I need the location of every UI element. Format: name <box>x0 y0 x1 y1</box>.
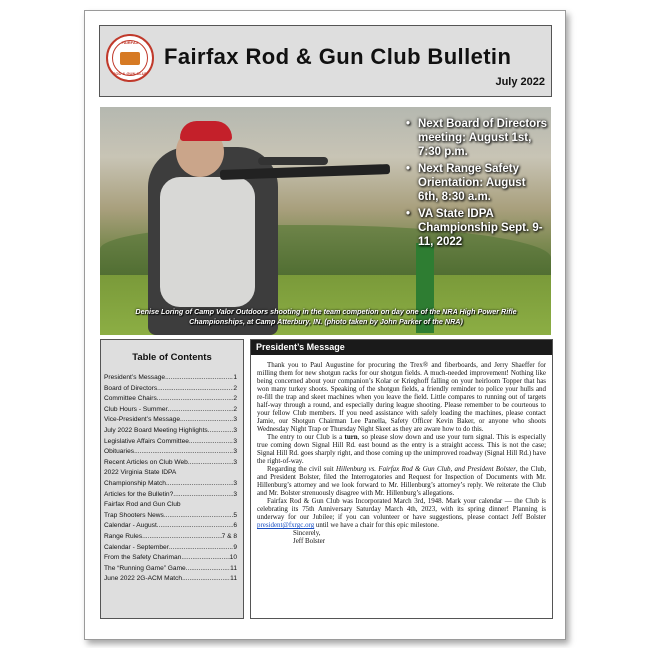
toc-item-label: Calendar - August <box>104 522 157 530</box>
toc-item <box>104 384 237 395</box>
toc-item <box>104 490 237 501</box>
toc-item <box>104 437 237 448</box>
toc-item <box>104 468 237 479</box>
presidents-message <box>250 339 553 619</box>
toc-leader-dots <box>181 553 229 564</box>
case-title: Hillenburg vs. Fairfax Rod & Gun Club, and President Bolster <box>336 465 516 473</box>
toc-item-page: 5 <box>233 511 237 519</box>
signature: Jeff Bolster <box>293 537 326 546</box>
toc-leader-dots <box>182 574 230 585</box>
toc-item-page: 3 <box>233 416 237 424</box>
toc-item-page: 3 <box>233 426 237 434</box>
president-email-link[interactable]: president@fxrgc.org <box>257 521 315 529</box>
toc-item-label: Committee Chairs <box>104 395 157 403</box>
toc-list <box>104 373 237 585</box>
seal-bottom-text: ROD & GUN CLUB <box>112 71 148 76</box>
toc-item-page: 11 <box>230 575 237 583</box>
toc-item <box>104 479 237 490</box>
toc-item-page: 3 <box>233 490 237 498</box>
callout-item: • VA State IDPA Championship Sept. 9-11, 2022 <box>406 207 548 249</box>
club-seal-logo <box>106 34 154 82</box>
toc-leader-dots <box>166 479 233 490</box>
toc-leader-dots <box>165 373 233 384</box>
bulletin-title: Fairfax Rod & Gun Club Bulletin <box>164 44 512 69</box>
text-span: , the Club, and President Bolster, filed the Interrogatories and Request for Inspection of Documents with Mr. Hillenburg’s attorney and we look forward to Mr. Hillenburg’s attorney’s reply. We reiterate the Club and Mr. Bolster strenuously disagree with Mr. Hillenburg’s allegations. <box>257 465 546 497</box>
toc-leader-dots <box>134 447 233 458</box>
toc-item-page: 2 <box>233 405 237 413</box>
toc-item-label: Fairfax Rod and Gun Club <box>104 501 181 509</box>
toc-leader-dots <box>142 532 221 543</box>
toc-leader-dots <box>157 394 234 405</box>
toc-item-page: 2 <box>233 384 237 392</box>
closing: Sincerely, <box>293 529 321 537</box>
toc-item-page: 11 <box>230 564 237 572</box>
toc-item-label: Club Hours - Summer <box>104 405 168 413</box>
toc-leader-dots <box>173 490 233 501</box>
toc-leader-dots <box>164 511 233 522</box>
toc-item-page: 6 <box>233 522 237 530</box>
cover-photo <box>100 107 551 335</box>
toc-item <box>104 405 237 416</box>
toc-item-page: 3 <box>233 448 237 456</box>
masthead <box>99 25 552 97</box>
toc-item <box>104 564 237 575</box>
toc-item <box>104 521 237 532</box>
toc-item-label: Recent Articles on Club Web <box>104 458 188 466</box>
toc-title: Table of Contents <box>132 352 212 363</box>
toc-item-page: 9 <box>233 543 237 551</box>
toc-item-label: Vice-President’s Message <box>104 416 180 424</box>
toc-item-label: Articles for the Bulletin? <box>104 490 174 498</box>
toc-item-label: Obituaries <box>104 448 135 456</box>
toc-item-label: The “Running Game” Game <box>104 564 186 572</box>
toc-leader-dots <box>180 415 233 426</box>
text-span: Regarding the civil suit <box>267 465 337 473</box>
emphasis-text: turn <box>344 433 358 441</box>
callout-item: • Next Range Safety Orientation: August 6th, 8:30 a.m. <box>406 162 548 204</box>
seal-top-text: FAIRFAX <box>121 40 139 45</box>
seal-emblem <box>120 52 140 65</box>
photo-shooter-vest <box>160 177 255 307</box>
toc-item-page: 3 <box>233 479 237 487</box>
toc-item <box>104 373 237 384</box>
text-span: The entry to our Club is a <box>267 433 345 441</box>
toc-item <box>104 458 237 469</box>
text-span: until we have a chair for this epic milestone. <box>314 521 440 529</box>
toc-item-page: 2 <box>233 395 237 403</box>
toc-leader-dots <box>189 437 233 448</box>
article-body <box>251 355 552 545</box>
photo-red-cap <box>180 121 232 141</box>
callout-item: • Next Board of Directors meeting: August 1st, 7:30 p.m. <box>406 117 548 159</box>
article-paragraph: Thank you to Paul Augustine for procuring the Trex® and fiberboards, and Jerry Shaeffer for milling them for new shotgun racks for our shotgun fields. A much-needed improvement! Nothing like being concerned about your companion’s Kolar or Krieghoff falling on your heirloom Topper that has won many turkey shoots. Speaking of the shotgun fields, a friendly reminder to police your hulls and re-fill the trap and skeet machines when you leave the field. Little compares to running out of targets half-way through a round, and especially during league shooting. Please remember to be courteous to your fellow Club members. If you need assistance with safely loading the machines, please contact Jamie, our Shotgun Chairman Lee Panella, Safety Officer Kevin Baker, or anyone who shoots Wednesday Night Trap or Thursday Night Skeet as they are aware how to do this. <box>257 361 546 433</box>
toc-item <box>104 415 237 426</box>
toc-item-label: Legislative Affairs Committee <box>104 437 189 445</box>
toc-leader-dots <box>157 384 233 395</box>
toc-item-page: 10 <box>229 554 237 562</box>
toc-item-page: 1 <box>233 374 237 381</box>
article-heading: President’s Message <box>251 340 552 355</box>
toc-leader-dots <box>186 564 230 575</box>
toc-item <box>104 543 237 554</box>
bulletin-page <box>84 10 566 640</box>
toc-item <box>104 532 237 543</box>
toc-item <box>104 500 237 511</box>
text-span: , so please slow down and use your turn signal. This is especially true coming down Signal Hill Rd. east bound as the entry is a straight access. This is not the case; Signal Hill Rd. goes sharply right, and those coming up the unimproved roadway (Signal Hill Rd.) have the right-of-way. <box>257 433 546 465</box>
article-paragraph <box>257 433 546 465</box>
issue-date: July 2022 <box>495 76 545 88</box>
text-span: Fairfax Rod & Gun Club was Incorporated March 3rd, 1948. Mark your calendar — the Club is celebrating its 75th Anniversary Saturday March 4th, 2023, with its spring dinner! Planning is underway for our Jubilee; if you can volunteer or have suggestions, please contact Jeff Bolster <box>257 497 546 521</box>
photo-caption: Denise Loring of Camp Valor Outdoors shooting in the team competion on day one of the NRA High Power Rifle Championships, at Camp Atterbury, IN. (photo taken by John Parker of the NRA) <box>135 307 517 326</box>
toc-item-label: From the Safety Chariman <box>104 554 182 562</box>
toc-item-label: June 2022 2G-ACM Match <box>104 575 183 583</box>
toc-leader-dots <box>169 543 233 554</box>
toc-item-page: 7 & 8 <box>221 532 237 540</box>
table-of-contents <box>100 339 244 619</box>
toc-leader-dots <box>168 405 234 416</box>
photo-rifle-scope <box>258 157 328 165</box>
announcement-callouts <box>406 117 548 252</box>
toc-item <box>104 553 237 564</box>
toc-item <box>104 511 237 522</box>
toc-item-page: 3 <box>233 458 237 466</box>
toc-item <box>104 447 237 458</box>
toc-item <box>104 394 237 405</box>
toc-item-label: Range Rules <box>104 532 143 540</box>
toc-item-label: Championship Match <box>104 479 166 487</box>
toc-item <box>104 574 237 585</box>
toc-item-label: Calendar - September <box>104 543 169 551</box>
toc-item-page: 3 <box>233 437 237 445</box>
toc-leader-dots <box>208 426 234 437</box>
toc-leader-dots <box>157 521 234 532</box>
toc-item-label: Board of Directors <box>104 384 158 392</box>
toc-item-label: July 2022 Board Meeting Highlights <box>104 426 208 434</box>
toc-item-label: Trap Shooters News <box>104 511 164 519</box>
toc-leader-dots <box>188 458 234 469</box>
article-paragraph <box>257 465 546 497</box>
toc-item <box>104 426 237 437</box>
toc-item-label: President’s Message <box>104 374 166 381</box>
toc-item-label: 2022 Virginia State IDPA <box>104 469 177 477</box>
article-paragraph <box>257 497 546 529</box>
